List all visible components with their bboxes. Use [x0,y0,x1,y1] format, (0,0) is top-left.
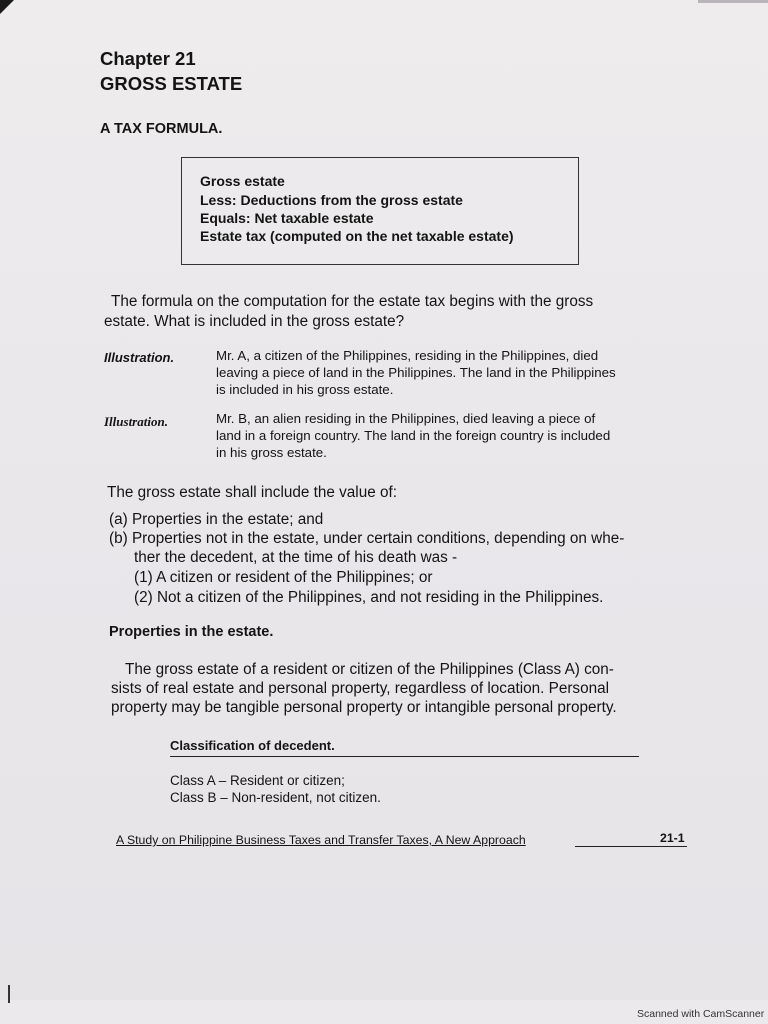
intro-paragraph-line: estate. What is included in the gross estate? [104,313,405,330]
gross-estate-list-item: ther the decedent, at the time of his death was - [134,549,458,566]
illustration-text-line: in his gross estate. [216,445,327,460]
classification-item: Class B – Non-resident, not citizen. [170,790,381,805]
formula-line: Estate tax (computed on the net taxable estate) [200,228,514,244]
gross-estate-list-item: (a) Properties in the estate; and [109,511,324,528]
illustration-text-line: land in a foreign country. The land in the foreign country is included [216,428,611,443]
formula-line: Gross estate [200,173,285,189]
intro-paragraph-line: The formula on the computation for the estate tax begins with the gross [111,293,594,310]
section-heading: A TAX FORMULA. [100,121,223,137]
illustration-text-line: Mr. A, a citizen of the Philippines, residing in the Philippines, died [216,348,599,363]
formula-line: Equals: Net taxable estate [200,210,374,226]
illustration-text-line: is included in his gross estate. [216,382,394,397]
classification-heading: Classification of decedent. [170,738,335,753]
chapter-title: GROSS ESTATE [100,73,243,94]
properties-paragraph-line: sists of real estate and personal property, regardless of location. Personal [111,680,609,697]
classification-item: Class A – Resident or citizen; [170,773,345,788]
scan-corner-mark [0,0,14,14]
properties-heading: Properties in the estate. [109,624,274,640]
scan-edge-shadow [698,0,768,3]
gross-estate-sublist-item: (2) Not a citizen of the Philippines, and not residing in the Philippines. [134,589,604,606]
illustration-text-line: Mr. B, an alien residing in the Philippines, died leaving a piece of [216,411,596,426]
page-number: 21-1 [660,831,685,845]
illustration-label: Illustration. [104,350,175,365]
tax-formula-box [181,157,579,265]
formula-line: Less: Deductions from the gross estate [200,192,463,208]
illustration-text-line: leaving a piece of land in the Philippines. The land in the Philippines [216,365,616,380]
illustration-label: Illustration. [104,414,168,429]
properties-paragraph-line: The gross estate of a resident or citizen of the Philippines (Class A) con- [125,661,614,678]
properties-paragraph-line: property may be tangible personal property or intangible personal property. [111,699,617,716]
classification-divider [170,756,639,757]
scan-edge-mark [8,985,10,1003]
gross-estate-sublist-item: (1) A citizen or resident of the Philippines; or [134,569,433,586]
scanner-watermark: Scanned with CamScanner [637,1008,765,1020]
footer-divider [575,846,687,847]
chapter-number: Chapter 21 [100,48,196,69]
footer-book-title: A Study on Philippine Business Taxes and Transfer Taxes, A New Approach [116,833,526,847]
gross-estate-list-item: (b) Properties not in the estate, under certain conditions, depending on whe- [109,530,625,547]
gross-estate-intro: The gross estate shall include the value of: [107,484,397,501]
